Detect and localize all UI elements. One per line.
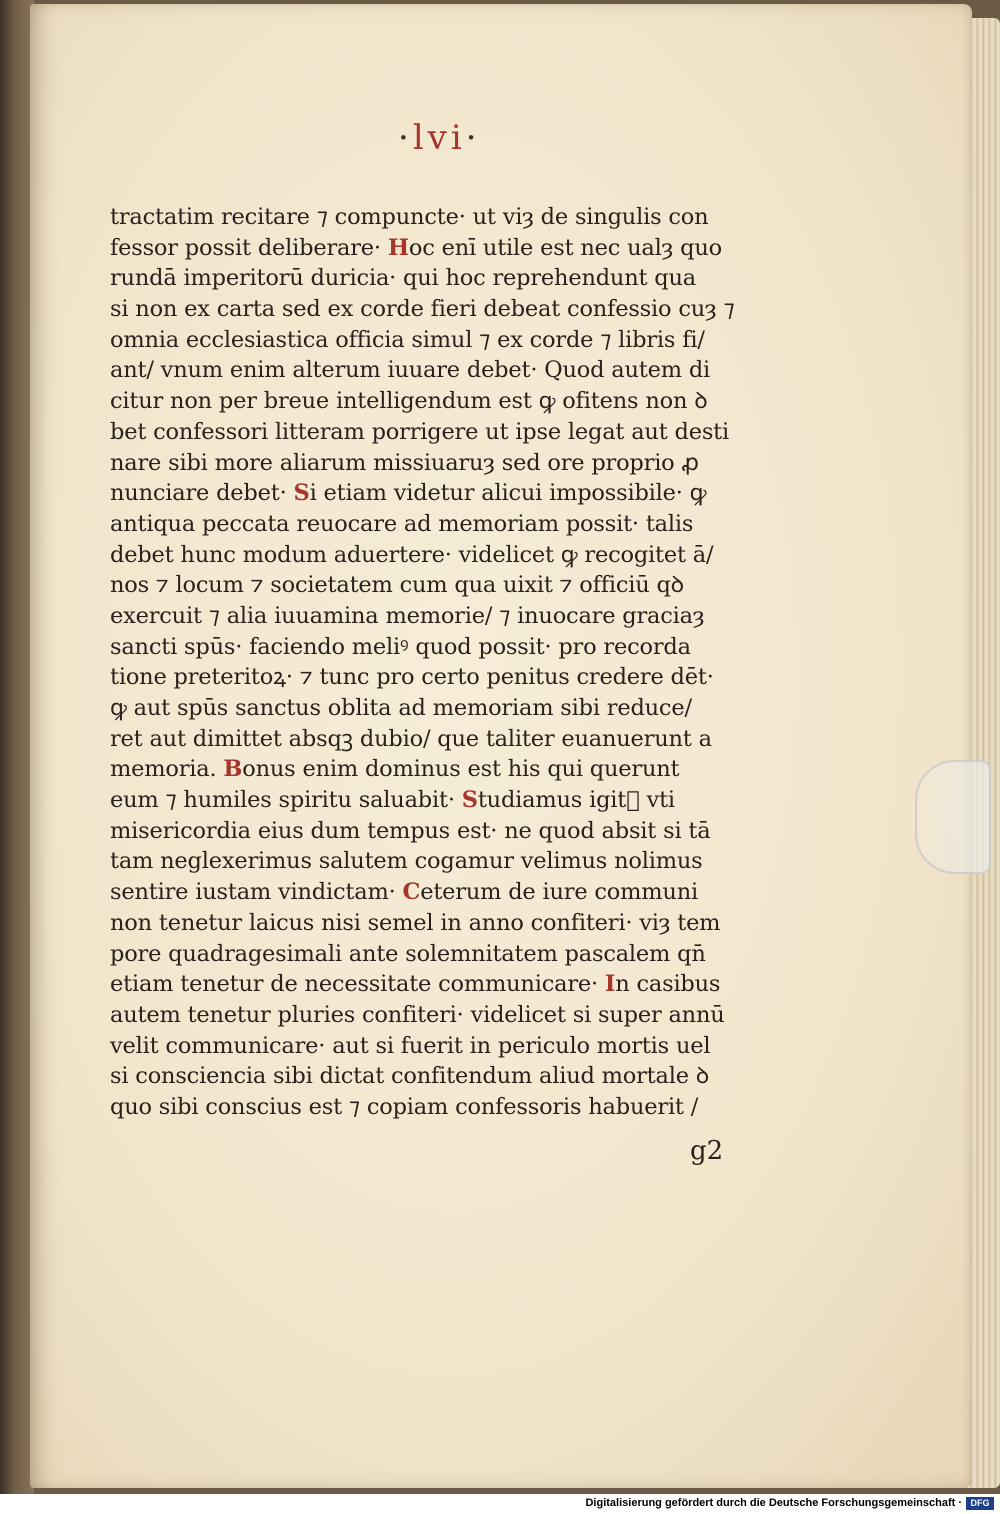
- line-text: bet confessori litteram porrigere ut ipse legat aut desti: [110, 418, 730, 445]
- folio-number-value: lvi: [412, 118, 466, 158]
- text-line: [110, 355, 750, 386]
- line-lead-text: sentire iustam vindictam·: [110, 879, 403, 906]
- folio-prefix: ·: [398, 118, 413, 158]
- text-line: [110, 662, 750, 693]
- line-text: nos ⁊ locum ⁊ societatem cum qua uixit ⁊ officiū qꝺ: [110, 572, 684, 599]
- rubricated-initial: B: [223, 756, 243, 783]
- text-line: [110, 754, 750, 785]
- page-text-block: [110, 202, 750, 1123]
- line-text: non tenetur laicus nisi semel in anno confiteri· viȝ tem: [110, 909, 721, 936]
- dfg-logo: DFG: [966, 1497, 994, 1510]
- text-line: [110, 294, 750, 325]
- text-line: [110, 570, 750, 601]
- line-lead-text: eum ⁊ humiles spiritu saluabit·: [110, 787, 462, 814]
- text-line: [110, 386, 750, 417]
- line-text: n casibus: [615, 971, 721, 998]
- line-text: sancti spūs· faciendo meliꝰ quod possit· pro recorda: [110, 633, 691, 660]
- line-text: velit communicare· aut si fuerit in periculo mortis uel: [110, 1032, 711, 1059]
- text-line: [110, 540, 750, 571]
- text-line: [110, 233, 750, 264]
- line-text: misericordia eius dum tempus est· ne quod absit si tā: [110, 817, 711, 844]
- text-line: [110, 908, 750, 939]
- line-text: si non ex carta sed ex corde fieri debeat confessio cuȝ ⁊: [110, 296, 735, 323]
- line-lead-text: fessor possit deliberare·: [110, 234, 388, 261]
- text-line: [110, 939, 750, 970]
- rubricated-initial: I: [604, 971, 616, 998]
- page-clip: [915, 760, 991, 874]
- rubricated-initial: C: [402, 879, 421, 906]
- line-text: exercuit ⁊ alia iuuamina memorie/ ⁊ inuocare graciaȝ: [110, 602, 705, 629]
- text-line: [110, 325, 750, 356]
- line-text: tractatim recitare ⁊ compuncte· ut viȝ de singulis con: [110, 204, 709, 230]
- footer-bar: [0, 1494, 1000, 1514]
- line-text: tione preteritoꝝ· ⁊ tunc pro certo penitus credere dēt·: [110, 664, 714, 691]
- line-text: quo sibi conscius est ⁊ copiam confessoris habuerit /: [110, 1093, 699, 1120]
- line-text: autem tenetur pluries confiteri· videlicet si super annū: [110, 1001, 725, 1028]
- rubricated-initial: S: [461, 787, 478, 814]
- text-line: [110, 1031, 750, 1062]
- footer-credit: Digitalisierung gefördert durch die Deutsche Forschungsgemeinschaft ·: [585, 1497, 962, 1509]
- text-line: [110, 1061, 750, 1092]
- line-text: omnia ecclesiastica officia simul ⁊ ex corde ⁊ libris fi/: [110, 326, 705, 353]
- line-text: i etiam videtur alicui impossibile· ꝙ: [309, 480, 707, 507]
- line-text: eterum de iure communi: [420, 879, 699, 906]
- text-line: [110, 1000, 750, 1031]
- text-line: [110, 448, 750, 479]
- line-text: ant/ vnum enim alterum iuuare debet· Quod autem di: [110, 357, 711, 384]
- folio-number: [398, 118, 498, 158]
- text-line: [110, 202, 750, 233]
- text-line: [110, 263, 750, 294]
- text-line: [110, 601, 750, 632]
- line-lead-text: nunciare debet·: [110, 480, 294, 507]
- line-text: ret aut dimittet absqꝫ dubio/ que taliter euanuerunt a: [110, 725, 712, 752]
- line-text: pore quadragesimali ante solemnitatem pascalem qn̄: [110, 940, 706, 967]
- line-text: si consciencia sibi dictat confitendum aliud mortale ꝺ: [110, 1063, 710, 1090]
- line-lead-text: memoria.: [110, 756, 224, 783]
- text-line: [110, 478, 750, 509]
- folio-suffix: ·: [465, 118, 481, 158]
- line-text: tam neglexerimus salutem cogamur velimus nolimus: [110, 848, 703, 875]
- text-line: [110, 846, 750, 877]
- text-line: [110, 632, 750, 663]
- text-line: [110, 969, 750, 1000]
- text-line: [110, 1092, 750, 1123]
- text-line: [110, 693, 750, 724]
- line-text: antiqua peccata reuocare ad memoriam possit· talis: [110, 510, 694, 537]
- book-cover-edge: [0, 0, 34, 1494]
- text-line: [110, 785, 750, 816]
- line-lead-text: etiam tenetur de necessitate communicare·: [110, 971, 605, 998]
- line-text: debet hunc modum aduertere· videlicet ꝙ recogitet ā/: [110, 541, 714, 568]
- line-text: citur non per breue intelligendum est ꝙ ofitens non ꝺ: [110, 388, 708, 415]
- text-line: [110, 724, 750, 755]
- rubricated-initial: S: [293, 480, 310, 507]
- line-text: tudiamus igitᷣ vti: [477, 787, 675, 814]
- line-text: rundā imperitorū duricia· qui hoc reprehendunt qua: [110, 265, 697, 292]
- line-text: oc enī utile est nec ualȝ quo: [408, 234, 722, 261]
- text-line: [110, 816, 750, 847]
- text-line: [110, 509, 750, 540]
- line-text: nare sibi more aliarum missiuaruȝ sed ore proprio ꝓ: [110, 449, 699, 476]
- rubricated-initial: H: [387, 234, 409, 261]
- text-line: [110, 417, 750, 448]
- text-line: [110, 877, 750, 908]
- line-text: onus enim dominus est his qui querunt: [242, 756, 680, 783]
- signature-mark: g2: [690, 1136, 724, 1166]
- line-text: ꝙ aut spūs sanctus oblita ad memoriam sibi reduce/: [110, 695, 692, 721]
